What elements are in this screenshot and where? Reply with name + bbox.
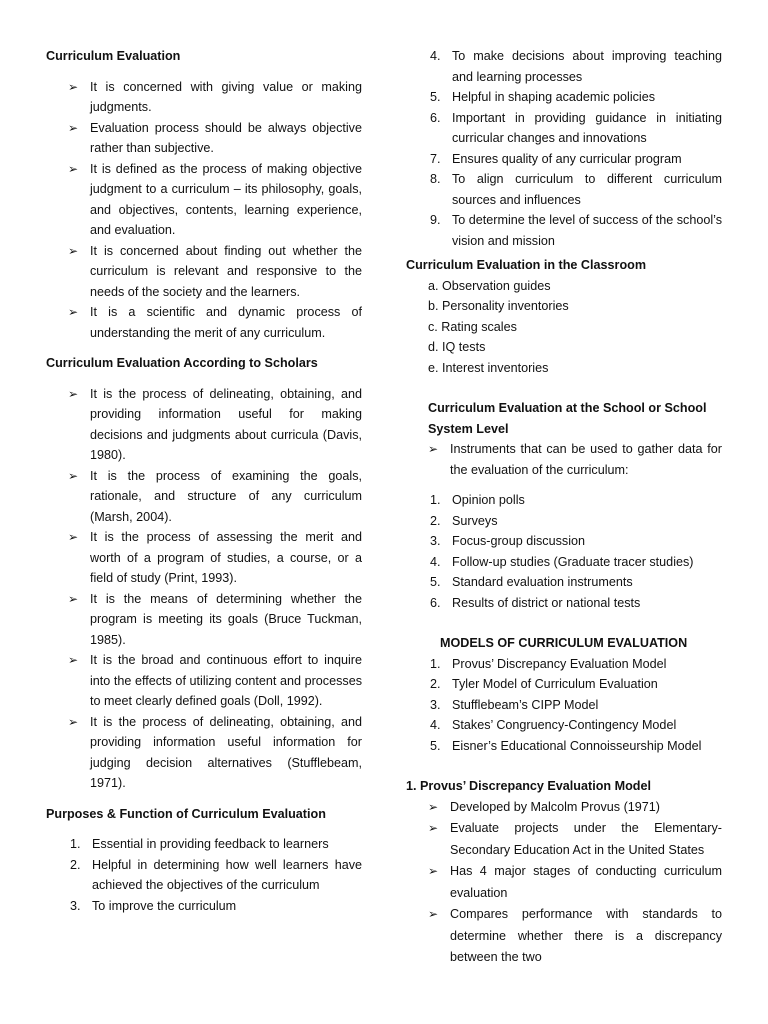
list-item: 5. Standard evaluation instruments [430,575,633,589]
section-title-purposes: Purposes & Function of Curriculum Evaluation [46,806,326,821]
list-item: 1. Provus’ Discrepancy Evaluation Model [430,656,667,671]
instruments-list [406,490,722,613]
list-item: 7. Ensures quality of any curricular program [430,151,682,166]
definition-list [46,77,362,344]
section-title-models: MODELS OF CURRICULUM EVALUATION [440,636,688,650]
list-item: ➢ Has 4 major stages of conducting curriculum evaluation [406,861,722,904]
arrow-bullet-icon: ➢ [68,79,79,94]
list-item: d. IQ tests [428,340,486,354]
list-item: ➢ It is the process of assessing the merit and worth of a program of studies, a course, or a field of study (Print, 1993). [46,527,362,589]
arrow-bullet-icon: ➢ [68,653,79,667]
list-item: ➢ It is defined as the process of making objective judgment to a curriculum – its philosophy, goals, and objectives, contents, learning experience, and evaluation. [46,159,362,241]
right-column [406,46,722,969]
arrow-bullet-icon: ➢ [68,161,79,176]
arrow-bullet-icon: ➢ [68,530,79,544]
list-item: 1. Opinion polls [430,493,525,507]
list-item: b. Personality inventories [428,299,569,313]
list-item: 4. Follow-up studies (Graduate tracer studies) [430,554,694,569]
list-item: ➢ Evaluate projects under the Elementary-Secondary Education Act in the United States [406,818,722,861]
arrow-bullet-icon: ➢ [68,714,79,729]
arrow-bullet-icon: ➢ [428,907,439,921]
list-item: 4. To make decisions about improving teaching and learning processes [430,49,722,84]
list-item: ➢ It is the broad and continuous effort to inquire into the effects of utilizing content and processes to meet clearly defined goals (Doll, 1992). [46,650,362,712]
arrow-bullet-icon: ➢ [68,243,79,258]
section-title-curriculum-evaluation: Curriculum Evaluation [46,49,181,63]
section-title-provus: 1. Provus’ Discrepancy Evaluation Model [406,779,651,793]
list-item: 2. Helpful in determining how well learners have achieved the objectives of the curriculum [70,857,362,892]
list-item: ➢ It is concerned with giving value or making judgments. [46,77,362,118]
list-item: ➢ It is the means of determining whether the program is meeting its goals (Bruce Tuckman, 1985). [46,589,362,651]
list-item: ➢ It is a scientific and dynamic process of understanding the merit of any curriculum. [46,302,362,343]
models-list [406,654,722,757]
list-item: 5. Eisner’s Educational Connoisseurship Model [430,738,702,753]
arrow-bullet-icon: ➢ [68,591,79,606]
arrow-bullet-icon: ➢ [428,864,439,878]
left-column [46,46,362,916]
list-item: 8. To align curriculum to different curriculum sources and influences [430,172,722,207]
arrow-bullet-icon: ➢ [68,120,79,135]
section-title-scholars: Curriculum Evaluation According to Scholars [46,356,318,370]
list-item: 2. Tyler Model of Curriculum Evaluation [430,677,658,691]
list-item: 2. Surveys [430,513,498,528]
list-item: 3. To improve the curriculum [70,898,237,913]
purposes-list-continued [406,46,722,251]
list-item: ➢ Evaluation process should be always objective rather than subjective. [46,118,362,159]
list-item: 1. Essential in providing feedback to learners [70,837,329,851]
list-item: c. Rating scales [428,319,517,334]
list-item: ➢ It is the process of examining the goals, rationale, and structure of any curriculum (Marsh, 2004). [46,466,362,528]
arrow-bullet-icon: ➢ [68,386,79,401]
scholars-list [46,384,362,794]
list-item: ➢ It is the process of delineating, obtaining, and providing information useful information for judging decision alternatives (Stufflebeam, 1971). [46,712,362,794]
list-item: ➢ Developed by Malcolm Provus (1971) [406,797,722,819]
list-item: ➢ It is concerned about finding out whether the curriculum is relevant and responsive to the needs of the society and the learners. [46,241,362,303]
list-item: ➢ Compares performance with standards to determine whether there is a discrepancy between the two [406,904,722,969]
section-title-school-level: Curriculum Evaluation at the School or School System Level [428,401,707,436]
classroom-list [406,276,722,379]
list-item: 5. Helpful in shaping academic policies [430,90,656,104]
list-item: a. Observation guides [428,278,551,293]
list-item: 4. Stakes’ Congruency-Contingency Model [430,718,677,732]
purposes-list [46,834,362,916]
list-item: 9. To determine the level of success of the school’s vision and mission [430,213,722,248]
provus-list [406,797,722,969]
list-item: ➢ Instruments that can be used to gather data for the evaluation of the curriculum: [406,439,722,480]
list-item: 3. Stufflebeam’s CIPP Model [430,697,599,712]
list-item: 6. Important in providing guidance in initiating curricular changes and innovations [430,110,722,145]
list-item: 3. Focus-group discussion [430,534,585,548]
arrow-bullet-icon: ➢ [428,442,439,456]
list-item: e. Interest inventories [428,360,549,375]
section-title-classroom: Curriculum Evaluation in the Classroom [406,258,647,272]
school-level-bullets [406,439,722,480]
arrow-bullet-icon: ➢ [428,799,439,814]
list-item: 6. Results of district or national tests [430,595,641,610]
arrow-bullet-icon: ➢ [68,305,79,319]
list-item: ➢ It is the process of delineating, obtaining, and providing information useful for making decisions and judgments about curricula (Davis, 1980). [46,384,362,466]
arrow-bullet-icon: ➢ [68,468,79,483]
arrow-bullet-icon: ➢ [428,821,439,835]
